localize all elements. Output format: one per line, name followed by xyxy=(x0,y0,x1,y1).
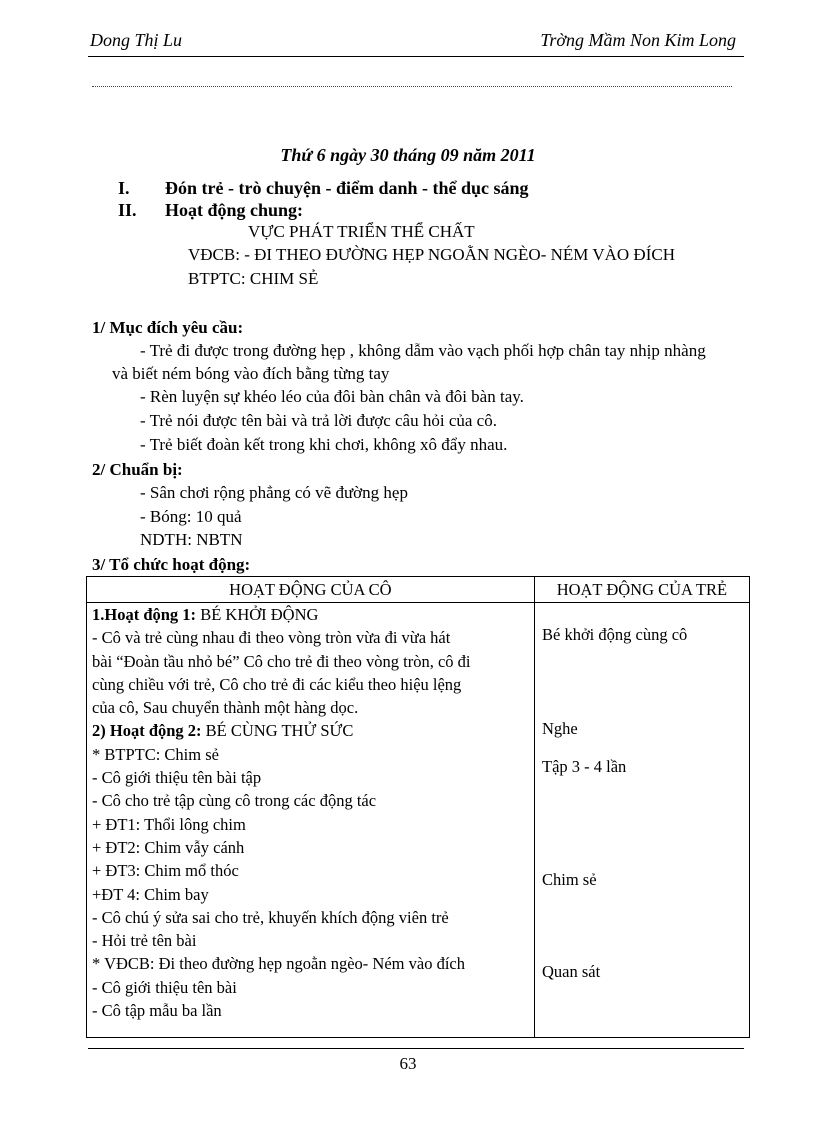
prep-item: - Bóng: 10 quả xyxy=(140,507,242,526)
activity-1-title: BÉ KHỞI ĐỘNG xyxy=(196,605,319,624)
activity-line: + ĐT3: Chim mổ thóc xyxy=(92,861,239,881)
section-1-num: I. xyxy=(118,178,130,198)
page-title: Thứ 6 ngày 30 tháng 09 năm 2011 xyxy=(280,145,536,165)
activity-line: của cô, Sau chuyển thành một hàng dọc. xyxy=(92,698,359,718)
footer-rule xyxy=(88,1048,744,1049)
activity-line: - Cô cho trẻ tập cùng cô trong các động tác xyxy=(92,791,377,811)
activity-line: - Cô chú ý sửa sai cho trẻ, khuyến khích động viên trẻ xyxy=(92,907,449,927)
activity-line: * BTPTC: Chim sẻ xyxy=(92,744,219,764)
org-heading: 3/ Tổ chức hoạt động: xyxy=(92,555,251,574)
goal-item: - Trẻ nói được tên bài và trả lời được câu hỏi của cô. xyxy=(140,411,497,430)
field-line-2: VĐCB: - ĐI THEO ĐƯỜNG HẸP NGOẰN NGÈO- NÉM VÀO ĐÍCH xyxy=(188,245,675,264)
goal-item: - Trẻ đi được trong đường hẹp , không dẫm vào vạch phối hợp chân tay nhịp nhàng xyxy=(140,341,706,360)
prep-item: NDTH: NBTN xyxy=(140,530,243,549)
child-activity: Nghe xyxy=(542,719,578,738)
goals-heading: 1/ Mục đích yêu cầu: xyxy=(92,318,244,337)
activity-line: - Cô và trẻ cùng nhau đi theo vòng tròn vừa đi vừa hát xyxy=(92,628,451,648)
header-author: Dong Thị Lu xyxy=(90,30,183,50)
activity-line: cùng chiều với trẻ, Cô cho trẻ đi các kiểu theo hiệu lệng xyxy=(92,674,462,694)
activity-table xyxy=(86,576,750,1038)
activity-line: - Hỏi trẻ tên bài xyxy=(92,931,197,951)
activity-2-heading xyxy=(92,719,529,742)
section-1-text: Đón trẻ - trò chuyện - điểm danh - thể dục sáng xyxy=(165,178,529,198)
goal-item: và biết ném bóng vào đích bằng từng tay xyxy=(112,364,390,383)
activity-line: + ĐT1: Thổi lông chim xyxy=(92,814,246,834)
page-number: 63 xyxy=(399,1054,417,1073)
prep-item: - Sân chơi rộng phẳng có vẽ đường hẹp xyxy=(140,483,408,502)
activity-line: bài “Đoàn tầu nhỏ bé” Cô cho trẻ đi theo vòng tròn, cô đi xyxy=(92,651,471,671)
prep-heading: 2/ Chuẩn bị: xyxy=(92,460,183,479)
activity-line: + ĐT2: Chim vẫy cánh xyxy=(92,837,245,857)
child-activity: Tập 3 - 4 lần xyxy=(542,757,627,776)
header-rule xyxy=(88,56,744,57)
activity-line: - Cô giới thiệu tên bài xyxy=(92,977,237,997)
child-activity: Quan sát xyxy=(542,962,601,981)
section-2-num: II. xyxy=(118,200,137,220)
teacher-activities-cell xyxy=(87,603,535,1038)
activity-line: - Cô tập mẫu ba lần xyxy=(92,1001,222,1021)
column-header-teacher: HOẠT ĐỘNG CỦA CÔ xyxy=(87,577,535,603)
section-2-text: Hoạt động chung: xyxy=(165,200,304,220)
field-line-3: BTPTC: CHIM SẺ xyxy=(188,269,319,288)
activity-line: +ĐT 4: Chim bay xyxy=(92,884,209,904)
activity-1-label: 1.Hoạt động 1: xyxy=(92,605,197,624)
dotted-divider xyxy=(92,86,732,87)
child-activity: Chim sẻ xyxy=(542,870,597,889)
activity-1-heading xyxy=(92,603,529,626)
activity-2-label: 2) Hoạt động 2: xyxy=(92,721,202,741)
goal-item: - Rèn luyện sự khéo léo của đôi bàn chân và đôi bàn tay. xyxy=(140,387,524,406)
child-activity: Bé khởi động cùng cô xyxy=(542,625,688,644)
column-header-child: HOẠT ĐỘNG CỦA TRẺ xyxy=(534,577,749,603)
activity-line: * VĐCB: Đi theo đường hẹp ngoằn ngèo- Ném vào đích xyxy=(92,954,465,974)
field-line-1: VỰC PHÁT TRIỂN THỂ CHẤT xyxy=(248,222,475,241)
activity-line: - Cô giới thiệu tên bài tập xyxy=(92,768,262,788)
goal-item: - Trẻ biết đoàn kết trong khi chơi, không xô đẩy nhau. xyxy=(140,435,508,454)
activity-2-title: BÉ CÙNG THỬ SỨC xyxy=(201,721,354,741)
header-school: Trờng Mầm Non Kim Long xyxy=(540,30,736,50)
